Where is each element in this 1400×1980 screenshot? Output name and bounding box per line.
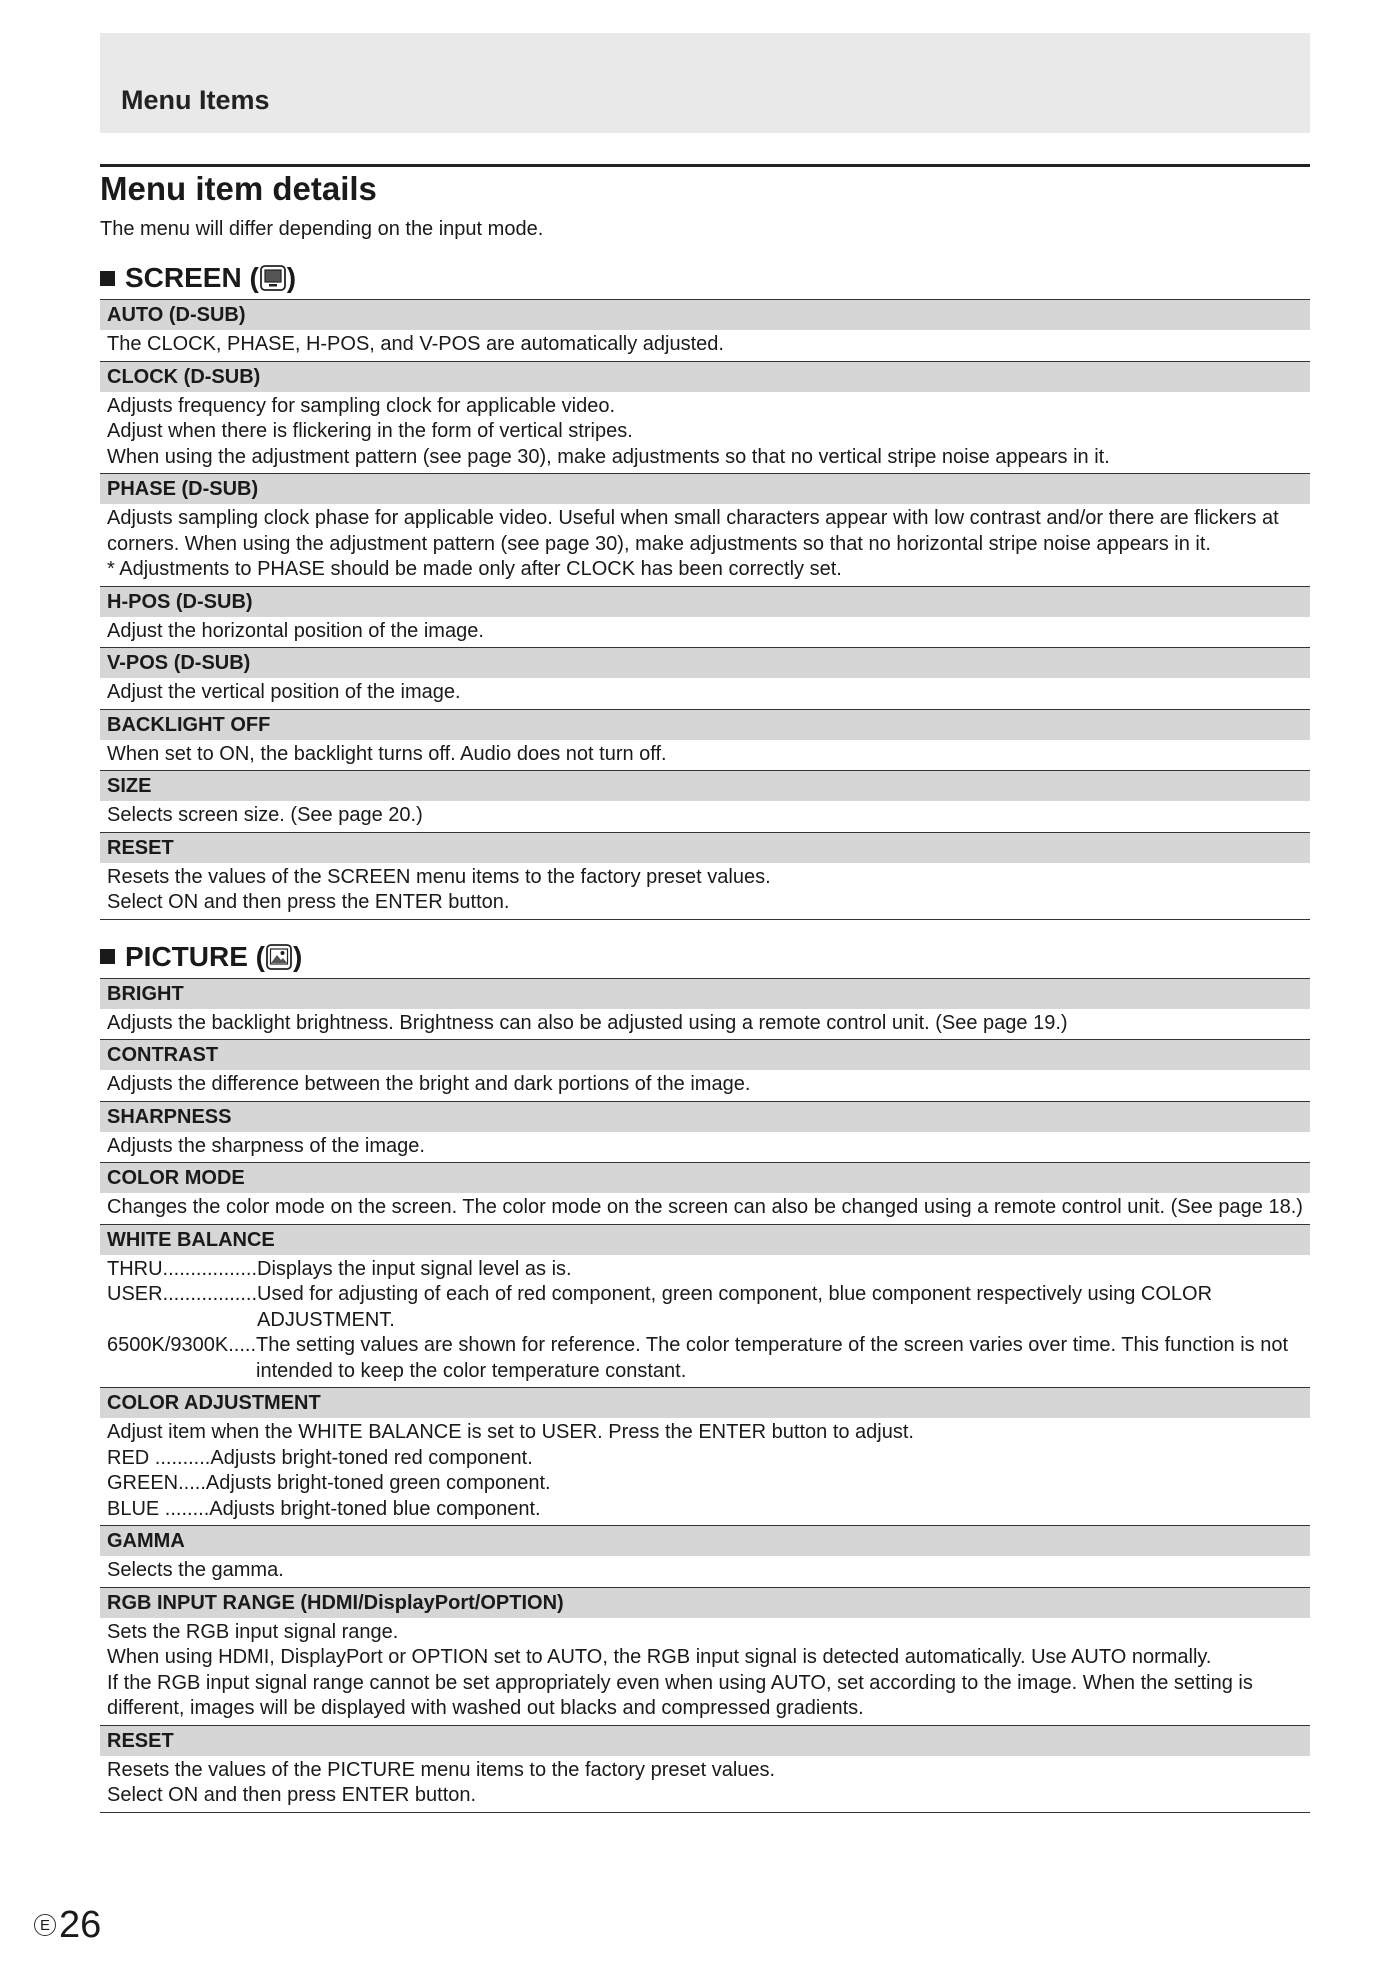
option-description: Displays the input signal level as is. [257,1257,572,1280]
description-line: * Adjustments to PHASE should be made only after CLOCK has been correctly set. [107,558,842,580]
screen-heading-text: SCREEN ( [125,262,259,293]
menu-item-name: WHITE BALANCE [100,1224,1310,1255]
description-line: When using the adjustment pattern (see page 30), make adjustments so that no vertical stripe noise appears in it. [107,445,1110,468]
option-key: USER................. [107,1283,258,1305]
option-key: BLUE ........ [107,1497,210,1520]
description-line: Adjusts frequency for sampling clock for applicable video. [107,394,616,417]
menu-row-color-adjustment [100,1387,1310,1525]
description-line: Adjust the horizontal position of the image. [107,619,484,642]
menu-item-name: RESET [100,1725,1310,1756]
menu-item-description [100,1132,1310,1163]
screen-heading-close: ) [286,262,297,293]
option-key: THRU................. [107,1257,258,1280]
setting-option [107,1333,1303,1384]
menu-item-name: COLOR MODE [100,1162,1310,1193]
description-line: Selects the gamma. [107,1559,284,1581]
screen-menu-table [100,299,1310,920]
menu-item-description [100,1556,1310,1587]
menu-item-name: GAMMA [100,1525,1310,1556]
screen-section-heading [100,261,1310,295]
menu-item-description [100,330,1310,361]
menu-item-name: RESET [100,832,1310,863]
menu-row-white-balance [100,1224,1310,1388]
menu-item-name: SIZE [100,770,1310,801]
picture-menu-table [100,978,1310,1813]
menu-item-name: BACKLIGHT OFF [100,709,1310,740]
menu-item-name: V-POS (D-SUB) [100,647,1310,678]
page-number: 26 [59,1904,102,1946]
description-line: When using HDMI, DisplayPort or OPTION set to AUTO, the RGB input signal is detected automatically. Use AUTO normally. [107,1646,1212,1668]
menu-item-name: COLOR ADJUSTMENT [100,1387,1310,1418]
description-line: Changes the color mode on the screen. The color mode on the screen can also be changed using a remote control unit. (See page 18.) [107,1196,1303,1218]
menu-item-name: SHARPNESS [100,1101,1310,1132]
description-line: When set to ON, the backlight turns off. Audio does not turn off. [107,742,667,765]
description-line: Adjusts the backlight brightness. Brightness can also be adjusted using a remote control unit. (See page 19.) [107,1011,1068,1034]
picture-heading-close: ) [293,940,303,972]
option-description: Adjusts bright-toned green component. [205,1472,551,1494]
description-line: Selects screen size. (See page 20.) [107,804,423,826]
section-header-band [100,33,1310,133]
menu-row [100,978,1310,1040]
intro-text: The menu will differ depending on the input mode. [100,218,544,240]
setting-option [107,1257,1303,1283]
description-line: Adjust the vertical position of the image. [107,681,461,703]
menu-item-description [100,392,1310,474]
square-bullet-icon [100,271,115,286]
description-line: Adjusts sampling clock phase for applicable video. Useful when small characters appear with low contrast and/or there are flickers at corners. When using the adjustment pattern (see page 30), make adjustments so that no horizontal stripe noise appears in it. [107,507,1279,555]
menu-row [100,1587,1310,1725]
menu-item-name: BRIGHT [100,978,1310,1009]
menu-item-name: AUTO (D-SUB) [100,299,1310,330]
picture-section-heading [100,940,1310,974]
menu-item-description [100,1255,1310,1388]
menu-row [100,770,1310,832]
menu-row [100,1162,1310,1224]
menu-item-name: RGB INPUT RANGE (HDMI/DisplayPort/OPTION) [100,1587,1310,1618]
page-footer [34,1905,101,1945]
page-title: Menu item details [100,170,377,207]
menu-item-description [100,1193,1310,1224]
picture-heading-text: PICTURE ( [125,940,265,972]
option-description: Used for adjusting of each of red component, green component, blue component respectively using COLOR ADJUSTMENT. [257,1283,1213,1331]
menu-item-description [100,740,1310,771]
menu-item-description [100,1418,1310,1525]
square-bullet-icon [100,949,115,964]
menu-item-description [100,863,1310,919]
menu-row [100,1725,1310,1812]
menu-item-name: PHASE (D-SUB) [100,473,1310,504]
description-line: Resets the values of the PICTURE menu items to the factory preset values. [107,1758,776,1781]
description-line: Adjusts the sharpness of the image. [107,1134,425,1157]
menu-row [100,1525,1310,1587]
setting-option [107,1497,1303,1523]
menu-row [100,473,1310,586]
menu-row [100,1101,1310,1163]
setting-option [107,1471,1303,1497]
monitor-icon [260,265,286,291]
description-line: Adjusts the difference between the bright and dark portions of the image. [107,1073,751,1095]
menu-row [100,709,1310,771]
description-line: Adjust item when the WHITE BALANCE is set to USER. Press the ENTER button to adjust. [107,1421,914,1443]
menu-item-description [100,1756,1310,1812]
setting-option [107,1446,1303,1472]
manual-page [100,33,1310,1813]
title-rule [100,164,1310,167]
language-mark: E [34,1914,56,1936]
menu-item-description [100,504,1310,586]
description-line: Adjust when there is flickering in the form of vertical stripes. [107,420,633,442]
description-line: Resets the values of the SCREEN menu items to the factory preset values. [107,865,771,888]
description-line: Select ON and then press the ENTER button. [107,891,510,913]
option-key: GREEN..... [107,1472,206,1494]
menu-row [100,1039,1310,1101]
menu-row [100,299,1310,361]
menu-row [100,586,1310,648]
description-line: If the RGB input signal range cannot be set appropriately even when using AUTO, set according to the image. When the setting is different, images will be displayed with washed out blacks and compressed gradients. [107,1671,1253,1719]
menu-item-description [100,678,1310,709]
header-title: Menu Items [121,85,270,115]
menu-row [100,647,1310,709]
menu-row [100,361,1310,474]
menu-row [100,832,1310,919]
description-line: Sets the RGB input signal range. [107,1620,399,1643]
option-description: Adjusts bright-toned blue component. [209,1497,541,1520]
menu-item-description [100,617,1310,648]
option-key: RED .......... [107,1446,211,1469]
menu-item-name: CONTRAST [100,1039,1310,1070]
description-line: Select ON and then press ENTER button. [107,1784,477,1806]
description-line: The CLOCK, PHASE, H-POS, and V-POS are automatically adjusted. [107,333,724,355]
option-description: The setting values are shown for reference. The color temperature of the screen varies over time. This function is not intended to keep the color temperature constant. [256,1334,1289,1382]
option-key: 6500K/9300K..... [107,1334,257,1356]
menu-item-description [100,1009,1310,1040]
menu-item-description [100,801,1310,832]
picture-icon [266,944,292,970]
setting-option [107,1282,1303,1333]
menu-item-name: CLOCK (D-SUB) [100,361,1310,392]
menu-item-description [100,1618,1310,1725]
menu-item-description [100,1070,1310,1101]
option-description: Adjusts bright-toned red component. [210,1446,533,1469]
menu-item-name: H-POS (D-SUB) [100,586,1310,617]
